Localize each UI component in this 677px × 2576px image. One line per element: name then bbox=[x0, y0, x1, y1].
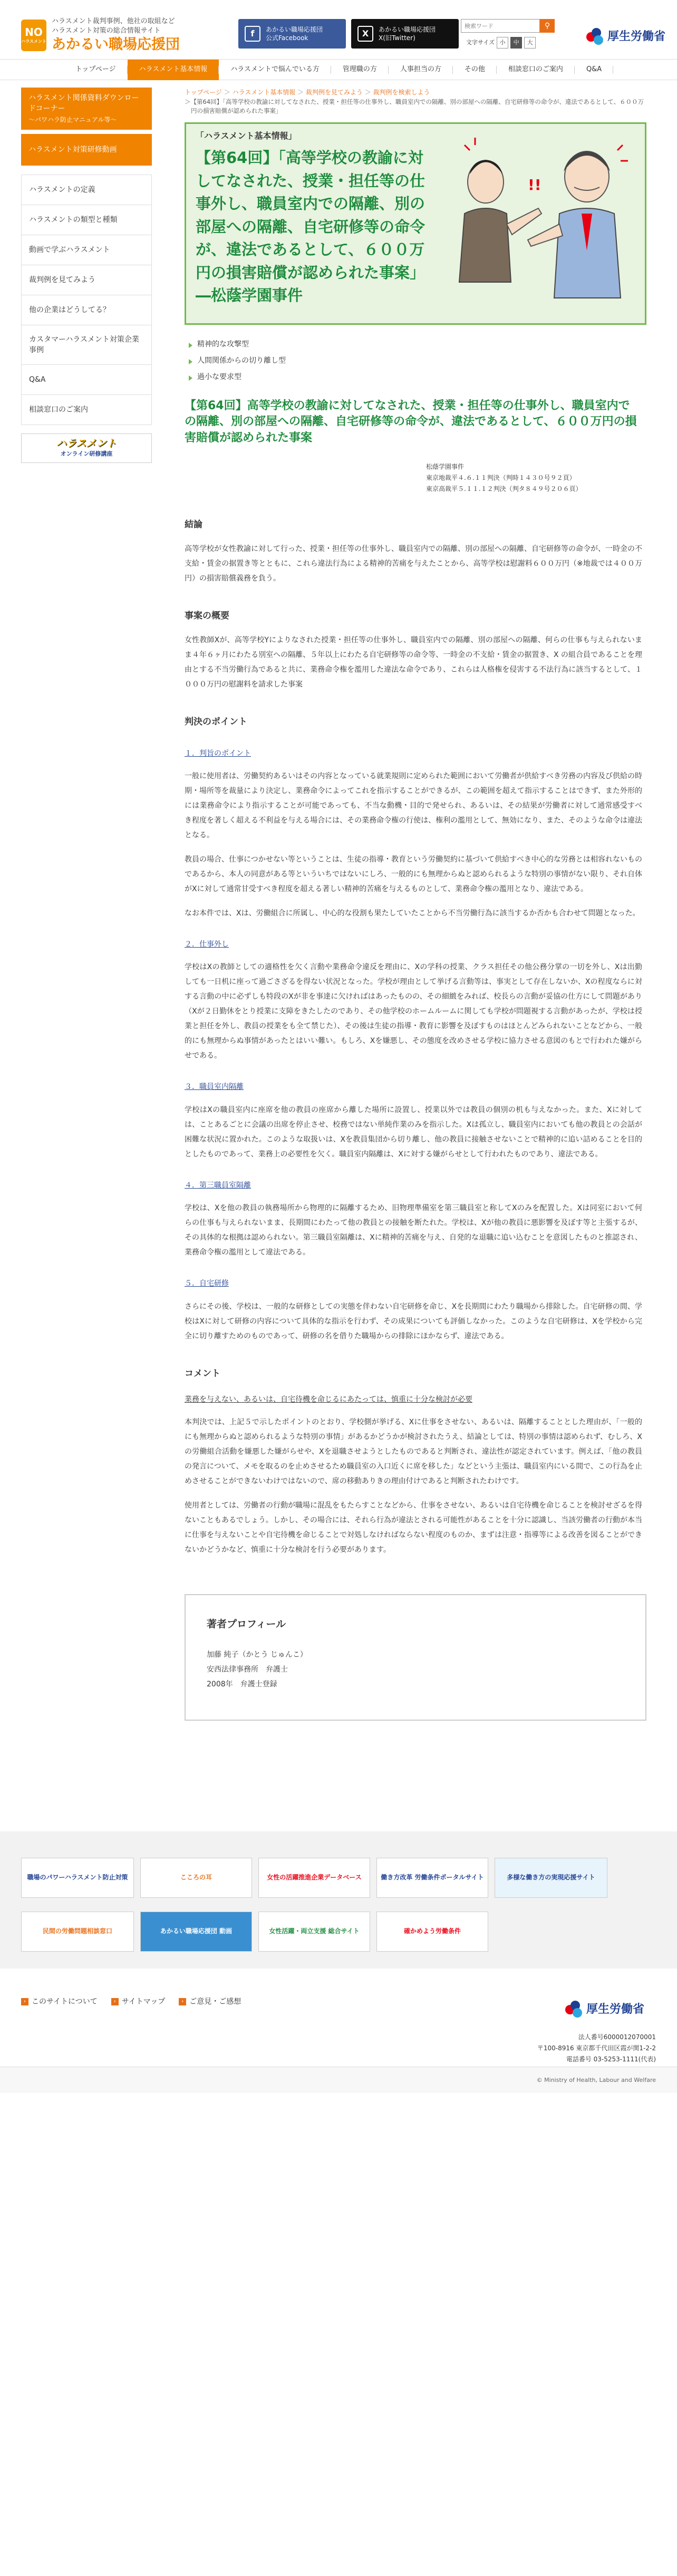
nav-troubled[interactable]: ハラスメントで悩んでいる方 bbox=[219, 60, 331, 80]
footer-banner[interactable]: 女性活躍・両立支援 総合サイト bbox=[258, 1912, 370, 1952]
footer-banner[interactable]: 多様な働き方の実現応援サイト bbox=[495, 1858, 607, 1898]
corporate-number: 法人番号6000012070001 bbox=[578, 2033, 656, 2041]
hero-panel bbox=[185, 122, 646, 325]
x-icon: X bbox=[357, 26, 373, 42]
ruling-point-1-paragraph: なお本件では、Xは、労働組合に所属し、中心的な役割も果たしていたことから不当労働行為に該当するか否かも合わせて問題となった。 bbox=[185, 909, 640, 918]
nav-consultation[interactable]: 相談窓口のご案内 bbox=[497, 60, 575, 80]
sidebar bbox=[21, 88, 152, 1721]
online-training-title: ハラスメント bbox=[56, 437, 117, 449]
ruling-point-2-paragraph: 学校はXの教師としての適格性を欠く言動や業務命令違反を理由に、Xの学科の授業、クラス担任その他公務分掌の一切を外し、Xは出勤しても一日机に座って過ごさざるを得ない状況となった。学校が理由として挙げる言動等は、事実として存在しないか、Xの程度ならに対する言動の中に必ずしも特段のXが非を事達に欠ければはあったものの、その細緻をみれば、校長らの言動が妥協の仕方にして問題があり（Xが２日勤休をとり授業に支障をきたしたのであり、その他学校のホームルームに関しても学校が問題視する言動があったが、学校は授業と担任を外し、教員の授業をも全て禁じた）、その後は生徒の指導・教育に影響を及ぼすものはほとんどみられないことなどから、一般的にも無理からぬ事情があったとはいい難い。もしろ、Xを嫌悪し、その態度を改めさせる学校に協力させる意図のもとで行われた嫌がらせである。 bbox=[185, 963, 642, 1060]
svg-text:!!: !! bbox=[528, 176, 541, 194]
ruling-point-1-paragraph: 一般に使用者は、労働契約あるいはその内容となっている就業規則に定められた範囲において労働者が供給すべき労務の内容及び供給の時期・場所等を裁量により決定し、業務命令によってこれを指示することができるが、この範囲を超えて指示することはできず、また外形的には業務命令により指示することが可能であっても、不当な動機・目的で発せられ、あるいは、その結果が労働者に対して通常感受すべき程度を著しく超える不利益を与える場合には、その業務命令権の行使は、権利の濫用として、無効になり、また、そのような命令は違法となる。 bbox=[185, 772, 642, 840]
breadcrumb-court-cases[interactable]: 裁判例を見てみよう bbox=[305, 89, 363, 96]
logo-mark bbox=[21, 20, 46, 51]
search-icon: ⚲ bbox=[544, 21, 550, 30]
footer-banner[interactable]: 民間の労働問題相談窓口 bbox=[21, 1912, 134, 1952]
sidebar-item-downloads[interactable] bbox=[21, 88, 152, 130]
sidebar-downloads-sub: ～パワハラ防止マニュアル等～ bbox=[28, 115, 117, 123]
ruling-point-1-heading: １．判旨のポイント bbox=[185, 749, 251, 758]
global-nav bbox=[0, 59, 677, 80]
footer-banner[interactable]: 女性の活躍推進企業データベース bbox=[258, 1858, 370, 1898]
online-training-banner[interactable] bbox=[21, 433, 152, 463]
facebook-label-2: 公式Facebook bbox=[266, 34, 308, 42]
sns-links bbox=[238, 19, 459, 49]
author-heading: 著者プロフィール bbox=[207, 1618, 286, 1630]
harassment-type-item: 人間関係からの切り離し型 bbox=[185, 353, 646, 369]
ruling-point-3-heading: ３．職員室内隔離 bbox=[185, 1083, 244, 1092]
postal-address: 〒100-8916 東京都千代田区霞が関1-2-2 bbox=[537, 2044, 656, 2052]
case-name: 松蔭学園事件 bbox=[426, 463, 465, 471]
nav-hr[interactable]: 人事担当の方 bbox=[389, 60, 453, 80]
ruling-point-2-heading: ２．仕事外し bbox=[185, 940, 229, 949]
breadcrumb-current: ＞【第64回】「高等学校の教諭に対してなされた、授業・担任等の仕事外し、職員室内での隔離、別の部屋への隔離、自宅研修等の命令が、違法であるとして、６００万円の損害賠償が認められた事案」 bbox=[185, 98, 644, 115]
sidebar-training-title: ハラスメント対策研修動画 bbox=[28, 145, 117, 154]
site-search bbox=[461, 19, 555, 33]
font-size-medium-button[interactable]: 中 bbox=[510, 37, 522, 49]
chevron-right-icon: › bbox=[111, 1998, 119, 2005]
site-header bbox=[0, 0, 677, 59]
site-footer bbox=[0, 1969, 677, 2093]
sidebar-item-customer-harassment[interactable]: カスタマーハラスメント対策企業事例 bbox=[21, 325, 152, 365]
sidebar-downloads-title: ハラスメント関係資料ダウンロードコーナー bbox=[28, 94, 139, 113]
ruling-point-5-paragraph: さらにその後、学校は、一般的な研修としての実態を伴わない自宅研修を命じ、Xを長期間にわたり職場から排除した。自宅研修の間、学校はXに対して研修の内容について具体的な指示を行わず、その成果についても評価しなかった。このような自宅研修は、Xを学校から完全に切り離すためのものであって、研修の名を借りた職場からの排除にほかならず、違法である。 bbox=[185, 1302, 642, 1340]
facebook-button[interactable] bbox=[238, 19, 346, 49]
author-name: 加藤 純子（かとう じゅんこ） bbox=[207, 1650, 307, 1659]
footer-banner[interactable]: 働き方改革 労働条件ポータルサイト bbox=[376, 1858, 488, 1898]
online-training-sub: オンライン研修講座 bbox=[60, 450, 113, 457]
nav-harassment-basics[interactable]: ハラスメント基本情報 bbox=[128, 60, 219, 80]
font-size-large-button[interactable]: 大 bbox=[524, 37, 536, 49]
footer-mhlw-logo[interactable] bbox=[565, 2000, 644, 2019]
facebook-label-1: あかるい職場応援団 bbox=[266, 25, 323, 33]
harassment-type-list bbox=[185, 336, 646, 385]
comment-paragraph: 使用者としては、労働者の行動が職場に混乱をもたらすことなどから、仕事をさせない、あるいは自宅待機を命じることを検討せざるを得ないこともあるでしょう。しかし、その場合には、それら行為が違法とされる可能性があることを十分に認識し、当該労働者の行動が本当に仕事を与えないことや自宅待機を命じることで対処しなければならない程度のものか、まずは注意・指導等による改善を図ることができないかどうかなど、慎重に十分な検討を行う必要があります。 bbox=[185, 1501, 642, 1555]
copyright: © Ministry of Health, Labour and Welfare bbox=[0, 2067, 677, 2093]
logo-mark-text: NO bbox=[25, 25, 43, 38]
mhlw-logo[interactable] bbox=[586, 27, 665, 46]
ruling-points-heading: 判決のポイント bbox=[185, 717, 247, 728]
ruling-point-1-paragraph: 教員の場合、仕事につかせない等ということは、生徒の指導・教育という労働契約に基づいて供給すべき中心的な労務とは相容れないものであるから、本人の同意がある等といういちではないにしろ、一般的にも無理からぬと認められるような特別の事情がない限り、それ自体がXに対して通常甘受すべき程度を超える著しい精神的苦痛を与えるものとして、業務命令権の濫用となり、違法である。 bbox=[185, 855, 642, 894]
conclusion-heading: 結論 bbox=[185, 519, 202, 530]
footer-links bbox=[21, 1996, 241, 2008]
chevron-right-icon: › bbox=[21, 1998, 28, 2005]
sidebar-item-court-cases[interactable]: 裁判例を見てみよう bbox=[21, 265, 152, 295]
footer-banner[interactable]: 職場のパワーハラスメント防止対策 bbox=[21, 1858, 134, 1898]
font-size-switcher bbox=[466, 37, 536, 49]
nav-qa[interactable]: Q&A bbox=[575, 60, 613, 80]
font-size-label: 文字サイズ bbox=[466, 39, 495, 46]
sidebar-item-videos[interactable]: 動画で学ぶハラスメント bbox=[21, 235, 152, 265]
footer-link-feedback[interactable]: › ご意見・ご感想 bbox=[179, 1996, 241, 2008]
footer-link-sitemap[interactable]: › サイトマップ bbox=[111, 1996, 165, 2008]
mhlw-name: 厚生労働省 bbox=[607, 30, 666, 43]
author-affiliation: 安西法律事務所 弁護士 bbox=[207, 1665, 288, 1674]
district-court-ruling: 東京地裁平４.６.１１判決（判時１４３０号９２頁） bbox=[426, 474, 576, 482]
sidebar-item-qa[interactable]: Q&A bbox=[21, 364, 152, 395]
logo-site-name: あかるい職場応援団 bbox=[52, 36, 180, 53]
harassment-type-item: 精神的な攻撃型 bbox=[185, 336, 646, 353]
comment-paragraph: 本判決では、上記５で示したポイントのとおり、学校側が挙げる、Xに仕事をさせない、あるいは、隔離することとした理由が、「一般的にも無理からぬと認められるような特別の事情」があるかどうかが検討されたうえ、結論としては、特別の事情は認められず、むしろ、Xの労働組合活動を嫌悪した嫌がらせや、Xを退職させようとしたものであると判断され、違法性が認定されています。例えば、「他の教員の発言について、メモを取るのを止めさせるため職員室の入口近くに席を移した」などという主張は、職員室内にいる間で、この行為を止めさせることができないわけではないので、席の移動ありきの理由付けであると判断されたわけです。 bbox=[185, 1418, 642, 1486]
logo-tagline-1: ハラスメント裁判事例、他社の取組など bbox=[52, 17, 175, 25]
author-registration: 2008年 弁護士登録 bbox=[207, 1680, 277, 1689]
mhlw-emblem-icon bbox=[565, 2001, 583, 2019]
facebook-icon: f bbox=[245, 26, 260, 42]
case-title: 【第64回】高等学校の教諭に対してなされた、授業・担任等の仕事外し、職員室内での隔離、別の部屋への隔離、自宅研修等の命令が、違法であるとして、６００万円の損害賠償が認められた事案 bbox=[185, 399, 637, 445]
search-button[interactable] bbox=[540, 19, 555, 33]
search-input[interactable] bbox=[461, 19, 540, 33]
font-size-small-button[interactable]: 小 bbox=[497, 37, 508, 49]
comment-subheading: 業務を与えない、あるいは、自宅待機を命じるにあたっては、慎重に十分な検討が必要 bbox=[185, 1395, 472, 1404]
footer-link-about[interactable]: › このサイトについて bbox=[21, 1996, 98, 2008]
ruling-point-4-heading: ４．第三職員室隔離 bbox=[185, 1181, 251, 1190]
x-twitter-button[interactable] bbox=[351, 19, 459, 49]
chevron-right-icon: › bbox=[179, 1998, 186, 2005]
ruling-point-3-paragraph: 学校はXの職員室内に座席を他の教員の座席から離した場所に設置し、授業以外では教員の個別の机も与えなかった。また、Xに対しては、ことあるごとに会議の出席を停止させ、校務ではない単純作業のみを指示した。Xは孤立し、職員室内においても他の教員との会話が困難な状況に置かれた。このような取扱いは、Xを教員集団から切り離し、他の教員に接触させないことで精神的に追い詰めることを目的としたものであって、業務上の必要性を欠く。職員室内隔離は、Xに対する嫌がらせとして行われたものであり、違法である。 bbox=[185, 1105, 642, 1159]
breadcrumb: トップページ ＞ ハラスメント基本情報 ＞ 裁判例を見てみよう ＞ 裁判例を検索しよう bbox=[185, 89, 430, 96]
breadcrumb-search[interactable]: 裁判例を検索しよう bbox=[373, 89, 430, 96]
conclusion-text: 高等学校が女性教諭に対して行った、授業・担任等の仕事外し、職員室内での隔離、別の部屋への隔離、自宅研修等の命令が、一時金の不支給・賃金の据置き等とともに、これら違法行為による精神的苦痛を与えたことから、高等学校は慰謝料６００万円（※地裁では４００万円）の損害賠償義務を負う。 bbox=[185, 545, 642, 583]
x-label-2: X(旧Twitter) bbox=[379, 34, 415, 42]
sidebar-item-training-videos[interactable] bbox=[21, 134, 152, 166]
site-logo[interactable] bbox=[21, 17, 180, 53]
nav-top[interactable]: トップページ bbox=[64, 60, 128, 80]
breadcrumb-basics[interactable]: ハラスメント基本情報 bbox=[232, 89, 296, 96]
comment-heading: コメント bbox=[185, 1368, 220, 1379]
overview-heading: 事案の概要 bbox=[185, 611, 229, 622]
harassment-type-item: 過小な要求型 bbox=[185, 369, 646, 385]
logo-mark-sub: ハラスメント bbox=[21, 38, 46, 44]
nav-other[interactable]: その他 bbox=[453, 60, 497, 80]
footer-mhlw-name: 厚生労働省 bbox=[586, 2002, 645, 2017]
hero-category: 「ハラスメント基本情報」 bbox=[196, 130, 297, 141]
mhlw-emblem-icon bbox=[586, 28, 604, 46]
phone-number: 電話番号 03-5253-1111(代表) bbox=[566, 2056, 656, 2063]
hero-illustration bbox=[449, 124, 645, 323]
logo-tagline-2: ハラスメント対策の総合情報サイト bbox=[52, 26, 161, 35]
sidebar-item-definition[interactable]: ハラスメントの定義 bbox=[21, 175, 152, 205]
sidebar-item-consultation[interactable]: 相談窓口のご案内 bbox=[21, 394, 152, 425]
sidebar-item-types[interactable]: ハラスメントの類型と種類 bbox=[21, 205, 152, 235]
footer-banner[interactable]: こころの耳 bbox=[140, 1858, 252, 1898]
ruling-point-4-paragraph: 学校は、Xを他の教員の執務場所から物理的に隔離するため、旧物理準備室を第三職員室と称してXのみを配置した。Xは同室において何らの仕事も与えられないまま、長期間にわたって他の教員との接触を断たれた。学校は、Xが他の教員に悪影響を及ぼす等と主張するが、その具体的な根拠は認められない。第三職員室隔離は、Xに精神的苦痛を与え、自発的な退職に追い込むことを意図したものと推認され、業務命令権の濫用として違法である。 bbox=[185, 1204, 642, 1257]
footer-address bbox=[537, 2032, 656, 2065]
court-info bbox=[426, 461, 646, 495]
main-content bbox=[185, 88, 646, 1721]
nav-managers[interactable]: 管理職の方 bbox=[331, 60, 389, 80]
x-label-1: あかるい職場応援団 bbox=[379, 25, 436, 33]
high-court-ruling: 東京高裁平５.１１.１２判決（判タ８４９号２０６頁） bbox=[426, 485, 582, 493]
sidebar-item-other-companies[interactable]: 他の企業はどうしてる？ bbox=[21, 295, 152, 325]
author-profile bbox=[185, 1594, 646, 1721]
footer-banner[interactable]: 確かめよう労働条件 bbox=[376, 1912, 488, 1952]
overview-text: 女性教師Xが、高等学校Yによりなされた授業・担任等の仕事外し、職員室内での隔離、別の部屋への隔離、何らの仕事も与えられないまま４年６ヶ月にわたる別室への隔離、５年以上にわたる自宅研修等の命令等、一時金の不支給・賃金の据置き、X の組合員であることを理由とする不当労働行為であると共に、業務命令権を濫用した違法な命令であり、これらは人格権を侵害する不法行為に該当するとして、１０００万円の慰謝料を請求した事案 bbox=[185, 636, 642, 689]
footer-banner[interactable]: あかるい職場応援団 動画 bbox=[140, 1912, 252, 1952]
footer-banners bbox=[0, 1831, 677, 1969]
ruling-point-5-heading: ５．自宅研修 bbox=[185, 1279, 229, 1288]
hero-title: 【第64回】「高等学校の教諭に対してなされた、授業・担任等の仕事外し、職員室内での隔離、別の部屋への隔離、自宅研修等の命令が、違法であるとして、６００万円の損害賠償が認められた事案」―松蔭学園事件 bbox=[196, 149, 425, 305]
breadcrumb-top[interactable]: トップページ bbox=[185, 89, 222, 96]
